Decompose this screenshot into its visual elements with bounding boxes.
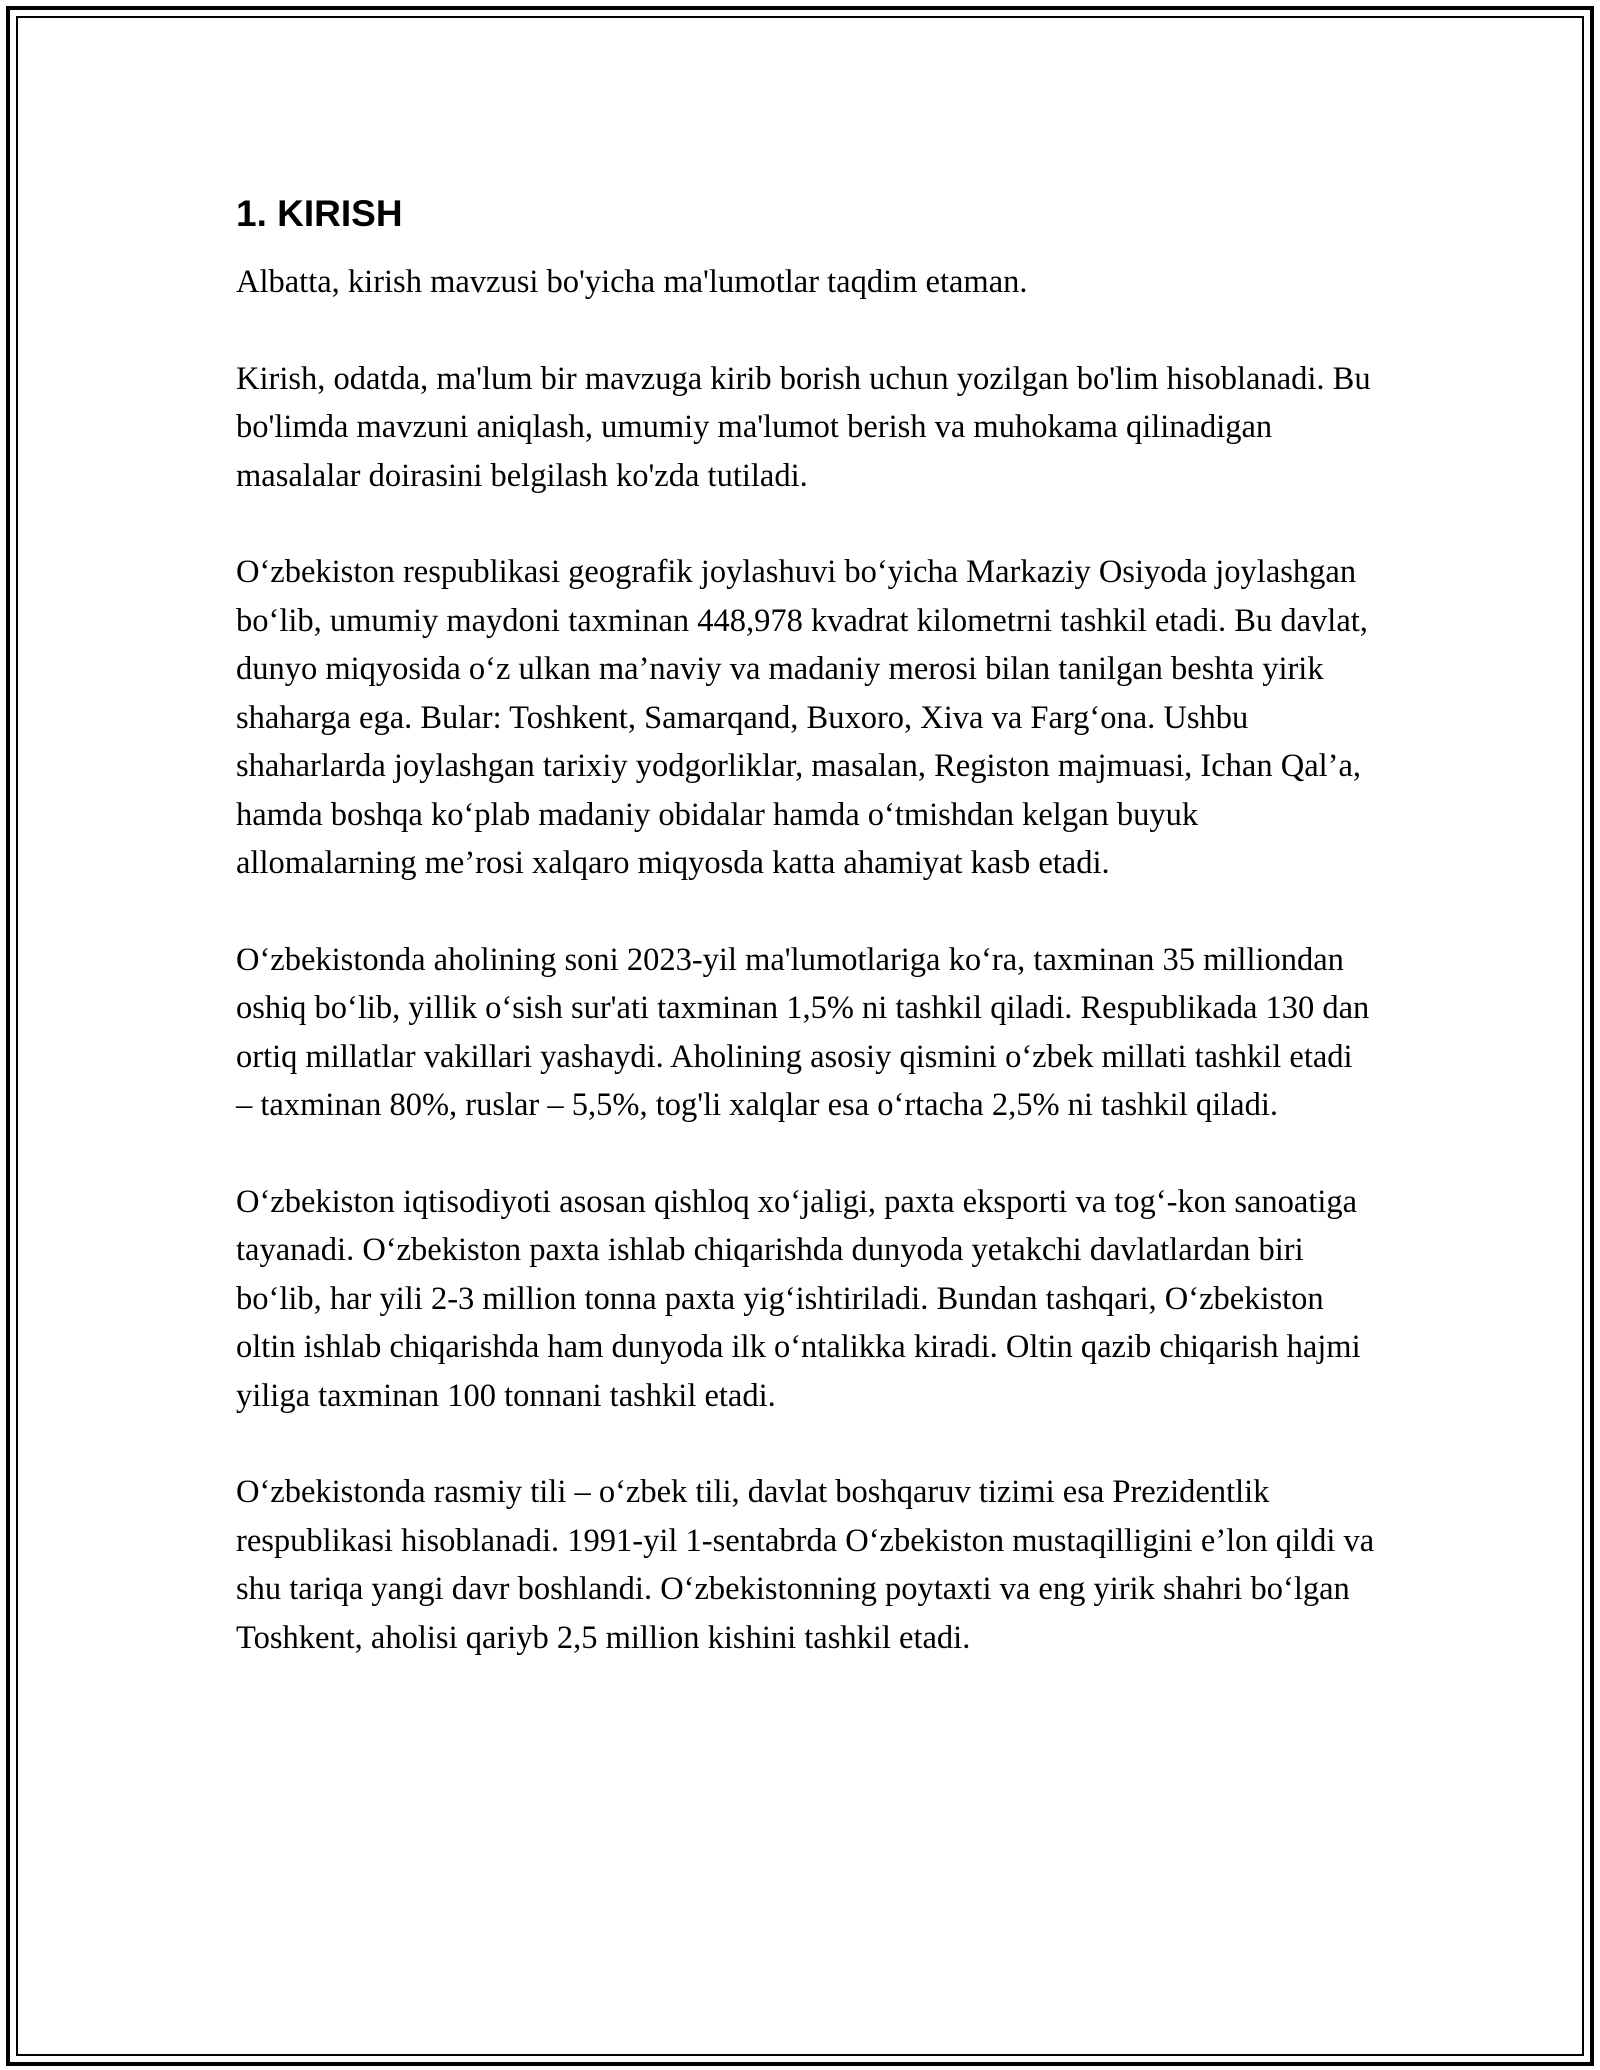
paragraph-population: O‘zbekistonda aholining soni 2023-yil ma'lumotlariga ko‘ra, taxminan 35 milliondan oshiq bo‘lib, yillik o‘sish sur'ati taxminan 1,5% ni tashkil qiladi. Respublikada 130 dan ortiq millatlar vakillari yashaydi. Aholining asosiy qismini o‘zbek millati tashkil etadi – taxminan 80%, ruslar – 5,5%, tog'li xalqlar esa o‘rtacha 2,5% ni tashkil qiladi. (236, 941, 1370, 1123)
paragraph-economy: O‘zbekiston iqtisodiyoti asosan qishloq xo‘jaligi, paxta eksporti va tog‘-kon sanoatiga tayanadi. O‘zbekiston paxta ishlab chiqarishda dunyoda yetakchi davlatlardan biri bo‘lib, har yili 2-3 million tonna paxta yig‘ishtiriladi. Bundan tashqari, O‘zbekiston oltin ishlab chiqarishda ham dunyoda ilk o‘ntalikka kiradi. Oltin qazib chiqarish hajmi yiliga taxminan 100 tonnani tashkil etadi. (236, 1183, 1361, 1414)
section-heading: 1. KIRISH (236, 193, 403, 234)
paragraph-geography: O‘zbekiston respublikasi geografik joylashuvi bo‘yicha Markaziy Osiyoda joylashgan bo‘lib, umumiy maydoni taxminan 448,978 kvadrat kilometrni tashkil etadi. Bu davlat, dunyo miqyosida o‘z ulkan ma’naviy va madaniy merosi bilan tanilgan beshta yirik shaharga ega. Bular: Toshkent, Samarqand, Buxoro, Xiva va Farg‘ona. Ushbu shaharlarda joylashgan tarixiy yodgorliklar, masalan, Registon majmuasi, Ichan Qal’a, hamda boshqa ko‘plab madaniy obidalar hamda o‘tmishdan kelgan buyuk allomalarning me’rosi xalqaro miqyosda katta ahamiyat kasb etadi. (236, 554, 1368, 881)
paragraph-government: O‘zbekistonda rasmiy tili – o‘zbek tili, davlat boshqaruv tizimi esa Prezidentlik respublikasi hisoblanadi. 1991-yil 1-sentabrda O‘zbekiston mustaqilligini e’lon qildi va shu tariqa yangi davr boshlandi. O‘zbekistonning poytaxti va eng yirik shahri bo‘lgan Toshkent, aholisi qariyb 2,5 million kishini tashkil etadi. (236, 1474, 1375, 1656)
document-body (236, 188, 1376, 1710)
paragraph-definition: Kirish, odatda, ma'lum bir mavzuga kirib borish uchun yozilgan bo'lim hisoblanadi. Bu bo'limda mavzuni aniqlash, umumiy ma'lumot berish va muhokama qilinadigan masalalar doirasini belgilash ko'zda tutiladi. (236, 360, 1371, 494)
paragraph-intro: Albatta, kirish mavzusi bo'yicha ma'lumotlar taqdim etaman. (236, 264, 1028, 300)
